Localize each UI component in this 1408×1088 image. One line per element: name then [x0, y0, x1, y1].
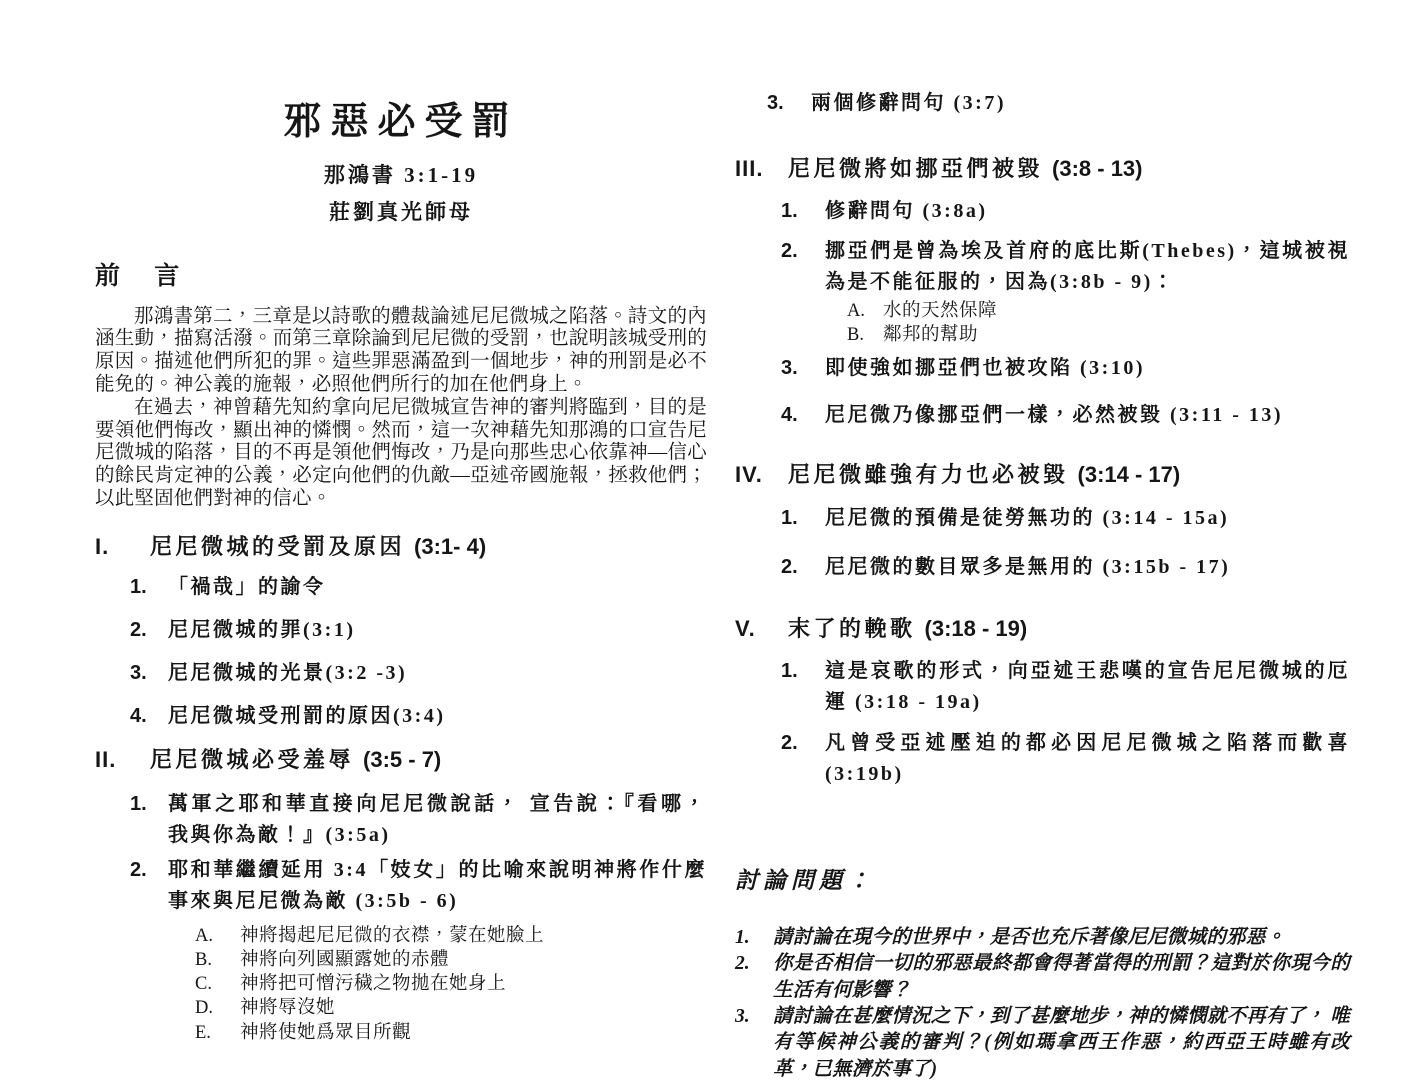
section-2-title: 尼尼微城必受羞辱 [150, 747, 355, 773]
outline-item [130, 704, 707, 729]
outline-item [130, 575, 707, 600]
item-number: 3. [767, 92, 784, 114]
item-number: 1. [130, 576, 147, 599]
item-number: 2. [130, 619, 147, 642]
section-4-ref: (3:14 - 17) [1077, 462, 1181, 488]
discussion-question [735, 1004, 1350, 1083]
item-number: 3. [130, 662, 147, 685]
scripture-reference: 那鴻書 3:1-19 [323, 162, 479, 187]
subitem-letter: C. [195, 974, 212, 995]
section-1-title: 尼尼微城的受罰及原因 [150, 533, 406, 559]
subitem-text: 神將把可憎污穢之物拋在她身上 [240, 974, 507, 995]
item-number: 1. [130, 792, 147, 815]
subitem-letter: B. [195, 949, 212, 970]
item-text: 「禍哉」的諭令 [168, 576, 326, 599]
section-4-title: 尼尼微雖強有力也必被毀 [788, 462, 1069, 488]
outline-item [781, 503, 1350, 534]
item-text: 尼尼微的預備是徒勞無功的 (3:14 - 15a) [825, 506, 1230, 529]
item-text: 這是哀歌的形式，向亞述王悲嘆的宣告尼尼微城的厄運 (3:18 - 19a) [825, 660, 1350, 714]
section-2-item-3 [767, 88, 1350, 119]
item-text: 耶和華繼續延用 3:4「妓女」的比喻來說明神將作什麼事來與尼尼微為敵 (3:5b - 6) [168, 858, 707, 912]
page-title: 邪惡必受罰 [283, 101, 519, 143]
subitem-text: 水的天然保障 [883, 301, 998, 322]
foreword-paragraph-2: 在過去，神曾藉先知約拿向尼尼微城宣告神的審判將臨到，目的是要領他們悔改，顯出神的憐憫。然而，這一次神藉先知那鴻的口宣告尼尼微城的陷落，目的不再是領他們悔改，乃是向那些忠心依靠神—信心的餘民肯定神的公義，必定向他們的仇敵—亞述帝國施報，拯救他們；以此堅固他們對神的信心。 [95, 396, 707, 509]
discussion-question [735, 925, 1350, 951]
section-2-subitems [195, 924, 707, 1045]
section-4-items [781, 503, 1350, 583]
question-text: 請討論在現今的世界中，是否也充斥著像尼尼微城的邪惡。 [773, 927, 1286, 949]
item-text: 尼尼微城的罪(3:1) [168, 619, 356, 642]
subitem-text: 神將揭起尼尼微的衣襟，蒙在她臉上 [240, 925, 545, 946]
subitem-letter: D. [195, 998, 213, 1019]
outline-item [781, 353, 1350, 384]
item-text: 即使強如挪亞們也被攻陷 (3:10) [825, 357, 1145, 380]
subitem-text: 鄰邦的幫助 [883, 324, 979, 345]
section-3-subitems [847, 300, 1350, 347]
item-text: 尼尼微的數目眾多是無用的 (3:15b - 17) [825, 555, 1231, 578]
outline-item [781, 656, 1350, 718]
item-text: 尼尼微乃像挪亞們一樣，必然被毀 (3:11 - 13) [825, 404, 1284, 427]
section-3-heading [735, 156, 1350, 182]
item-text: 尼尼微城的光景(3:2 -3) [168, 662, 408, 685]
section-3-ref: (3:8 - 13) [1052, 156, 1143, 181]
outline-item [781, 552, 1350, 583]
left-column [95, 100, 707, 1045]
item-text: 修辭問句 (3:8a) [825, 200, 988, 223]
item-text: 挪亞們是曾為埃及首府的底比斯(Thebes)，這城被視為是不能征服的，因為(3:8b - 9)： [825, 240, 1350, 294]
section-4-numeral: IV. [735, 462, 763, 488]
section-5-items [781, 656, 1350, 790]
subitem-text: 神將向列國顯露她的赤體 [240, 949, 450, 970]
question-text: 你是否相信一切的邪惡最終都會得著當得的刑罰？這對於你現今的生活有何影響？ [773, 953, 1350, 1001]
right-column [735, 88, 1350, 1083]
foreword-heading: 前 言 [95, 262, 194, 290]
outline-item [781, 196, 1350, 227]
section-2-ref: (3:5 - 7) [363, 747, 442, 773]
subitem-text: 神將辱沒她 [240, 998, 336, 1019]
discussion-questions [735, 925, 1350, 1083]
foreword-paragraph-1: 那鴻書第二，三章是以詩歌的體裁論述尼尼微城之陷落。詩文的內涵生動，描寫活潑。而第三章除論到尼尼微的受罰，也說明該城受刑的原因。描述他們所犯的罪。這些罪惡滿盈到一個地步，神的刑罰是必不能免的。神公義的施報，必照他們所行的加在他們身上。 [95, 305, 707, 395]
section-2-numeral: II. [95, 747, 117, 773]
item-number: 2. [781, 555, 798, 578]
item-number: 1. [781, 506, 798, 529]
section-3-title: 尼尼微將如挪亞們被毀 [788, 156, 1044, 181]
item-text: 尼尼微城受刑罰的原因(3:4) [168, 705, 446, 728]
item-number: 1. [781, 200, 798, 223]
outline-item [781, 728, 1350, 790]
section-1-ref: (3:1- 4) [414, 533, 487, 559]
section-2-heading [95, 747, 707, 773]
outline-subitem [847, 300, 1350, 324]
item-number: 2. [130, 858, 147, 881]
section-1-items [130, 575, 707, 729]
outline-item [130, 855, 707, 917]
question-text: 請討論在甚麼情況之下，到了甚麼地步，神的憐憫就不再有了， 唯有等候神公義的審判？(例如瑪拿西王作惡，約西亞王時雖有改革，已無濟於事了) [773, 1006, 1350, 1080]
item-text: 萬軍之耶和華直接向尼尼微說話， 宣告說：『看哪， 我與你為敵！』(3:5a) [168, 792, 707, 846]
question-number: 3. [735, 1006, 750, 1028]
section-1-heading [95, 534, 707, 560]
subitem-letter: A. [847, 301, 865, 322]
item-number: 2. [781, 732, 798, 755]
section-5-numeral: V. [735, 615, 756, 641]
question-number: 1. [735, 927, 750, 949]
section-4-heading [735, 462, 1350, 488]
outline-subitem [195, 972, 707, 996]
outline-item [130, 789, 707, 851]
section-2-items [130, 789, 707, 917]
outline-subitem [195, 948, 707, 972]
item-number: 4. [781, 404, 798, 427]
outline-item [130, 618, 707, 643]
item-number: 1. [781, 660, 798, 683]
item-number: 4. [130, 705, 147, 728]
section-3-numeral: III. [735, 156, 764, 181]
author-name: 莊劉真光師母 [329, 199, 473, 224]
subitem-letter: A. [195, 925, 213, 946]
outline-subitem [195, 924, 707, 948]
outline-item [130, 661, 707, 686]
item-text: 凡曾受亞述壓迫的都必因尼尼微城之陷落而歡喜 (3:19b) [825, 732, 1350, 786]
section-1-numeral: I. [95, 533, 110, 559]
item-text: 兩個修辭問句 (3:7) [811, 92, 1006, 114]
item-number: 2. [781, 240, 798, 263]
section-3-items [781, 196, 1350, 431]
subitem-text: 神將使她爲眾目所觀 [240, 1022, 412, 1043]
outline-subitem [195, 996, 707, 1020]
subitem-letter: E. [195, 1022, 211, 1043]
section-5-title: 末了的輓歌 [788, 615, 916, 641]
outline-item [781, 400, 1350, 431]
section-5-heading [735, 616, 1350, 642]
discussion-question [735, 951, 1350, 1004]
discussion-heading: 討論問題： [735, 868, 875, 894]
outline-subitem [847, 324, 1350, 348]
question-number: 2. [735, 953, 750, 975]
section-5-ref: (3:18 - 19) [924, 615, 1028, 641]
outline-subitem [195, 1021, 707, 1045]
outline-item [781, 236, 1350, 298]
subitem-letter: B. [847, 324, 864, 345]
item-number: 3. [781, 357, 798, 380]
